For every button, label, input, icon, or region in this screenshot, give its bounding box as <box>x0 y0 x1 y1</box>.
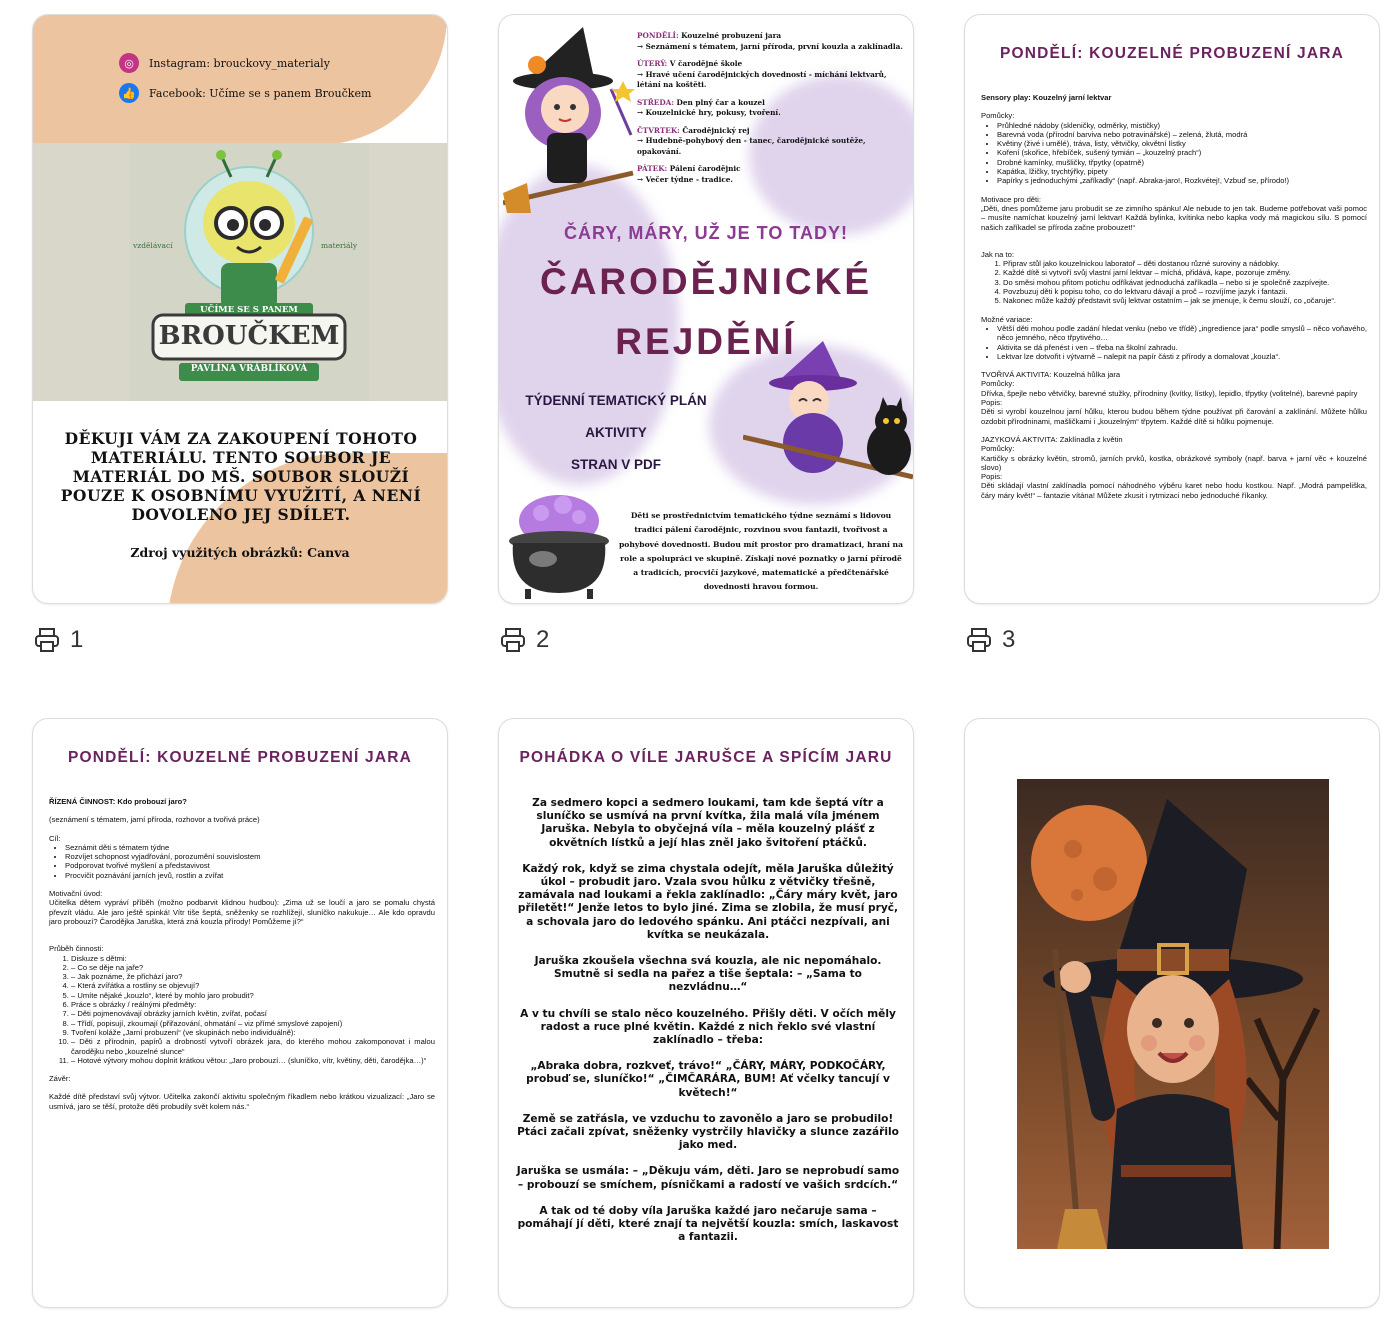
week-day-5: PÁTEK: Pálení čarodějnic → Večer týdne - tradice. <box>637 164 741 184</box>
list-item: • Rozvíjet schopnost vyjadřování, porozumění souvislostem <box>65 852 435 861</box>
paragraph: A v tu chvíli se stalo něco kouzelného. Přišly děti. V očích měly radost a ruce plné květin. Každé z nich řeklo své vlastní zaklínadlo – třeba: <box>520 1007 896 1047</box>
cover-title-line-2: REJDĚNÍ <box>615 321 797 362</box>
plan-label: TÝDENNÍ TEMATICKÝ PLÁN <box>525 393 707 408</box>
list-item: 4. – Která zvířátka a rostliny se objevují? <box>71 981 435 990</box>
list-item: • Větší děti mohou podle zadání hledat venku (nebo ve třídě) „ingredience jara“ podle smyslů – něco voňavého, něco jemného, něco třpytivého… <box>997 324 1367 343</box>
list-item: • Lektvar lze dotvořit i výtvarně – nalepit na papír části z přírody a domalovat „kouzla“. <box>997 352 1367 361</box>
list-item: • Papírky s jednoduchými „zaříkadly“ (např. Abraka-jaro!, Rozkvétej!, Vzbuď se, přírodo!) <box>997 176 1367 185</box>
bug-mascot-illustration <box>129 143 369 401</box>
witch-illustration <box>1017 779 1329 1249</box>
section-title: Sensory play: Kouzelný jarní lektvar <box>981 93 1112 102</box>
week-day-1: PONDĚLÍ: Kouzelné probuzení jara → Seznámení s tématem, jarní příroda, první kouzla a zaklínadla. <box>637 31 903 51</box>
paragraph: Jaruška se usmála: – „Děkuju vám, děti. Jaro se neprobudí samo – probouzí se smíchem, písničkami a radostí ve vašich srdcích.“ <box>516 1165 900 1191</box>
witch-with-moon-image <box>1017 779 1329 1249</box>
page-thumbnail-3[interactable] <box>964 14 1380 604</box>
broucek-logo <box>129 143 369 401</box>
page-number: 1 <box>70 626 84 653</box>
label: Popis: <box>981 398 1003 408</box>
label: Motivace pro děti: <box>981 194 1041 204</box>
variations-list <box>997 324 1367 361</box>
list-item: • Podporovat tvořivé myšlení a představivost <box>65 861 435 870</box>
paragraph: Jaruška zkoušela všechna svá kouzla, ale nic nepomáhalo. Smutně si sedla na pařez a tiše šeptala: – „Sama to nezvládnu…“ <box>534 955 882 994</box>
list-item: 1. Připrav stůl jako kouzelnickou laboratoř – děti dostanou různé suroviny a nádobky. <box>1003 259 1367 268</box>
paragraph: Děti skládají vlastní zaklínadla pomocí náhodného výběru karet nebo hodu kostkou. Např. „Modrá pampeliška, čáry máry květ!“ – fantazie vítána! Můžete zkusit i rytmizaci nebo jednoduché říkanky. <box>981 481 1367 500</box>
label: Pomůcky: <box>981 379 1015 389</box>
list-item: 9. Tvoření koláže „Jarní probuzení“ (ve skupinách nebo individuálně): <box>71 1028 435 1037</box>
page-number: 2 <box>536 626 550 653</box>
witch-on-broom-illustration <box>503 23 643 213</box>
list-item: • Kapátka, lžičky, trychtýřky, pipety <box>997 167 1367 176</box>
week-day-3: STŘEDA: Den plný čar a kouzel → Kouzelnické hry, pokusy, tvoření. <box>637 97 781 117</box>
paragraph: „Děti, dnes pomůžeme jaru probudit se ze zimního spánku! Ale nebude to jen tak. Budeme potřebovat vaši pomoc – musíte namíchat kouzelný jarní lektvar! Každá bylinka, kvítinka nebo kapka vody má magickou sílu. S pomocí našich zaříkadel se příroda začne probouzet!“ <box>981 203 1367 232</box>
steps-list <box>71 954 435 1066</box>
list-item: 7. – Děti pojmenovávají obrázky jarních květin, zvířat, počasí <box>71 1009 435 1018</box>
label: Průběh činnosti: <box>49 944 104 954</box>
list-item: 4. Povzbuzuj děti k popisu toho, co do lektvaru dávají a proč – rozvíjíme jazyk i fantazii. <box>1003 287 1367 296</box>
list-item: 1. Diskuze s dětmi: <box>71 954 435 963</box>
page-label-1[interactable] <box>34 626 83 654</box>
steps-list <box>1003 259 1367 305</box>
label: Jak na to: <box>981 249 1014 259</box>
printer-icon <box>34 627 60 653</box>
weekly-plan-list <box>637 31 909 192</box>
paragraph: Každý rok, když se zima chystala odejít, měla Jaruška důležitý úkol – probudit jaro. Vzala svou hůlku z větvičky třešně, zamávala nad loukami a řekla zaklínadlo: „Čáry máry květ, jaro přiletět!“ Jenže letos to bylo jiné. Zima se zlobila, že musí pryč, a schovala jaro do ledového spánku. Ani ptáčci nezpívali, ani kvítka se neukázala. <box>517 862 899 941</box>
paragraph: Každé dítě představí svůj výtvor. Učitelka zakončí aktivitu společným říkadlem nebo krátkou vizualizací: „Jaro se usmívá, jaro se těší, protože děti probudily svět kolem nás.“ <box>49 1092 435 1111</box>
list-item: • Procvičit poznávání jarních jevů, rostlin a zvířat <box>65 871 435 880</box>
paragraph: (seznámení s tématem, jarní příroda, rozhovor a tvořivá práce) <box>49 815 260 825</box>
page-thumbnail-1[interactable] <box>32 14 448 604</box>
label: Možné variace: <box>981 314 1033 324</box>
thanks-text: DĚKUJI VÁM ZA ZAKOUPENÍ TOHOTO MATERIÁLU. TENTO SOUBOR JE MATERIÁL DO MŠ. SOUBOR SLOUŽÍ POUZE K OSOBNÍMU VYUŽITÍ, A NENÍ DOVOLENO JEJ SDÍLET. <box>60 429 422 524</box>
logo-right-label: materiály <box>321 241 358 250</box>
goals-list <box>65 843 435 880</box>
label: Závěr: <box>49 1074 71 1084</box>
peach-header-shape <box>33 15 447 145</box>
logo-name-text: BROUČKEM <box>158 321 340 351</box>
cover-title-line-1: ČARODĚJNICKÉ <box>539 261 873 302</box>
cover-subtitle: ČÁRY, MÁRY, UŽ JE TO TADY! <box>563 223 849 243</box>
week-day-4: ČTVRTEK: Čarodějnický rej → Hudebně-pohybový den - tanec, čarodějnické soutěže, opakování. <box>637 125 866 156</box>
instagram-line <box>119 53 330 73</box>
label: Popis: <box>981 472 1003 482</box>
list-item: • Květiny (živé i umělé), tráva, listy, větvičky, okvětní lístky <box>997 139 1367 148</box>
label: Motivační úvod: <box>49 889 103 899</box>
page-heading: POHÁDKA O VÍLE JARUŠCE A SPÍCÍM JARU <box>519 749 893 766</box>
label: Cíl: <box>49 833 61 843</box>
page-thumbnail-2[interactable] <box>498 14 914 604</box>
facebook-like-icon: 👍 <box>119 83 139 103</box>
cover-description: Děti se prostřednictvím tematického týdne seznámí s lidovou tradicí pálení čarodějnic, rozvinou svou fantazii, tvořivost a pohybové dovednosti. Budou mít prostor pro dramatizaci, hraní na role a spolupráci ve skupině. Získají nové poznatky o jarní přírodě a tradicích, procvičí jazykové, matematické a předčtenářské dovednosti hravou formou. <box>618 511 904 592</box>
instagram-handle: Instagram: brouckovy_materialy <box>149 56 330 70</box>
label: Pomůcky: <box>981 111 1015 121</box>
list-item: 5. Nakonec může každý představit svůj lektvar ostatním – jak se jmenuje, k čemu slouží, co „očaruje“. <box>1003 296 1367 305</box>
list-item: • Seznámit děti s tématem týdne <box>65 843 435 852</box>
activities-label: AKTIVITY <box>585 425 647 440</box>
section-title: TVOŘIVÁ AKTIVITA: Kouzelná hůlka jara <box>981 370 1121 380</box>
page-number: 3 <box>1002 626 1016 653</box>
list-item: 11. – Hotové výtvory mohou doplnit krátkou větou: „Jaro probouzí… (sluníčko, vítr, květiny, děti, čarodějka…)“ <box>71 1056 435 1065</box>
section-title: JAZYKOVÁ AKTIVITA: Zaklínadla z květin <box>981 434 1123 444</box>
paragraph: Za sedmero kopci a sedmero loukami, tam kde šeptá vítr a sluníčko se usmívá na první kvítka, žila malá víla jménem Jaruška. Nebyla to obyčejná víla – měla kouzelný plášť z okvětních lístků a její hlas zněl jako švitoření ptáčků. <box>532 797 884 849</box>
page-thumbnail-6[interactable] <box>964 718 1380 1308</box>
list-item: 3. – Jak poznáme, že přichází jaro? <box>71 972 435 981</box>
witch-and-cat-illustration <box>743 337 914 487</box>
label: Pomůcky: <box>981 444 1015 454</box>
list-item: 5. – Umíte nějaké „kouzlo“, které by mohlo jaro probudit? <box>71 991 435 1000</box>
facebook-line <box>119 83 371 103</box>
page-thumbnail-5[interactable] <box>498 718 914 1308</box>
page-heading: PONDĚLÍ: KOUZELNÉ PROBUZENÍ JARA <box>67 749 413 766</box>
list-item: 2. Každé dítě si vytvoří svůj vlastní jarní lektvar – míchá, přidává, kape, pozoruje změny. <box>1003 268 1367 277</box>
paragraph: Země se zatřásla, ve vzduchu to zavonělo a jaro se probudilo! Ptáci začali zpívat, sněženky vystrčily hlavičky a slunce zazářilo jako med. <box>517 1112 899 1152</box>
paragraph: Učitelka dětem vypráví příběh (možno podbarvit klidnou hudbou): „Zima už se loučí a jaro se pomalu chystá převzít vládu. Ale jaro ještě spinká! Vítr tiše šeptá, sněženky se rozhlížejí, sluníčko nakukuje… Ale kdo opravdu jaro probouzí? Čarodějka Jaruška, která zná kouzla přírody! Pomůžeme jí?“ <box>49 898 435 926</box>
printer-icon <box>966 627 992 653</box>
list-item: 6. Práce s obrázky / reálnými předměty: <box>71 1000 435 1009</box>
list-item: 8. – Třídí, popisují, zkoumají (přiřazování, ohmatání – viz přímé smyslové zapojení) <box>71 1019 435 1028</box>
logo-image <box>33 143 447 401</box>
pdf-pages-label: STRAN V PDF <box>570 457 661 472</box>
paragraph: Dřívka, špejle nebo větvičky, barevné stužky, přírodniny (kvítky, lístky), lepidlo, třpytky (volitelné), barevné papíry <box>981 388 1358 398</box>
page-label-2[interactable] <box>500 626 549 654</box>
paragraph: „Abraka dobra, rozkveť, trávo!“ „ČÁRY, MÁRY, PODKOČÁRY, probuď se, sluníčko!“ „ČIMČARÁRA, BUM! Ať včelky tancují v květech!“ <box>526 1060 890 1099</box>
logo-banner-text: UČÍME SE S PANEM <box>200 305 298 315</box>
paragraph: Kartičky s obrázky květin, stromů, jarních prvků, kostka, obrázkové symboly (např. barva + jarní věc + kouzelné slovo) <box>981 453 1367 472</box>
paragraph: A tak od té doby víla Jaruška každé jaro nečaruje sama – pomáhají jí děti, které znají ta největší kouzla: smích, laskavost a fantazii. <box>517 1204 899 1244</box>
cauldron-icon <box>505 483 615 601</box>
facebook-handle: Facebook: Učíme se s panem Broučkem <box>149 86 372 100</box>
printer-icon <box>500 627 526 653</box>
page-heading: PONDĚLÍ: KOUZELNÉ PROBUZENÍ JARA <box>999 45 1345 62</box>
list-item: • Koření (skořice, hřebíček, sušený tymián – „kouzelný prach“) <box>997 148 1367 157</box>
page-thumbnail-4[interactable] <box>32 718 448 1308</box>
section-title: ŘÍZENÁ ČINNOST: Kdo probouzí jaro? <box>49 797 187 806</box>
logo-author-text: PAVLÍNA VRÁBLÍKOVÁ <box>190 364 308 374</box>
materials-list <box>997 121 1367 186</box>
image-source-text: Zdroj využitých obrázků: Canva <box>130 545 350 560</box>
list-item: 10. – Děti z přírodnin, papírů a drobností vytvoří obrázek jara, do kterého mohou zakomponovat i malou čarodějku nebo „kouzelné slunce“ <box>71 1037 435 1056</box>
list-item: • Drobné kamínky, mušličky, třpytky (opatrně) <box>997 158 1367 167</box>
list-item: 2. – Co se děje na jaře? <box>71 963 435 972</box>
list-item: 3. Do směsi mohou přitom potichu odříkávat jednoduchá zaříkadla – nebo si je společně zazpívejte. <box>1003 278 1367 287</box>
paragraph: Děti si vyrobí kouzelnou jarní hůlku, kterou budou během týdne používat při čarování a zaklínání. Můžete hůlku ozdobit přírodninami, mašličkami i „kouzelným“ třpytem. Každé dítě si hůlku pojmenuje. <box>981 407 1367 426</box>
logo-left-label: vzdělávací <box>133 241 173 250</box>
page-label-3[interactable] <box>966 626 1015 654</box>
instagram-icon: ◎ <box>119 53 139 73</box>
list-item: • Aktivita se dá přenést i ven – třeba na školní zahradu. <box>997 343 1367 352</box>
week-day-2: ÚTERÝ: V čarodějné škole → Hravé učení čarodějnických dovedností - míchání lektvarů, létání na koštěti. <box>637 59 887 89</box>
page-body <box>49 797 435 1111</box>
list-item: • Průhledné nádoby (skleničky, odměrky, mističky) <box>997 121 1367 130</box>
page-body <box>981 93 1367 500</box>
fairy-tale-text <box>515 797 901 1257</box>
list-item: • Barevná voda (přírodní barviva nebo potravinářské) – zelená, žlutá, modrá <box>997 130 1367 139</box>
